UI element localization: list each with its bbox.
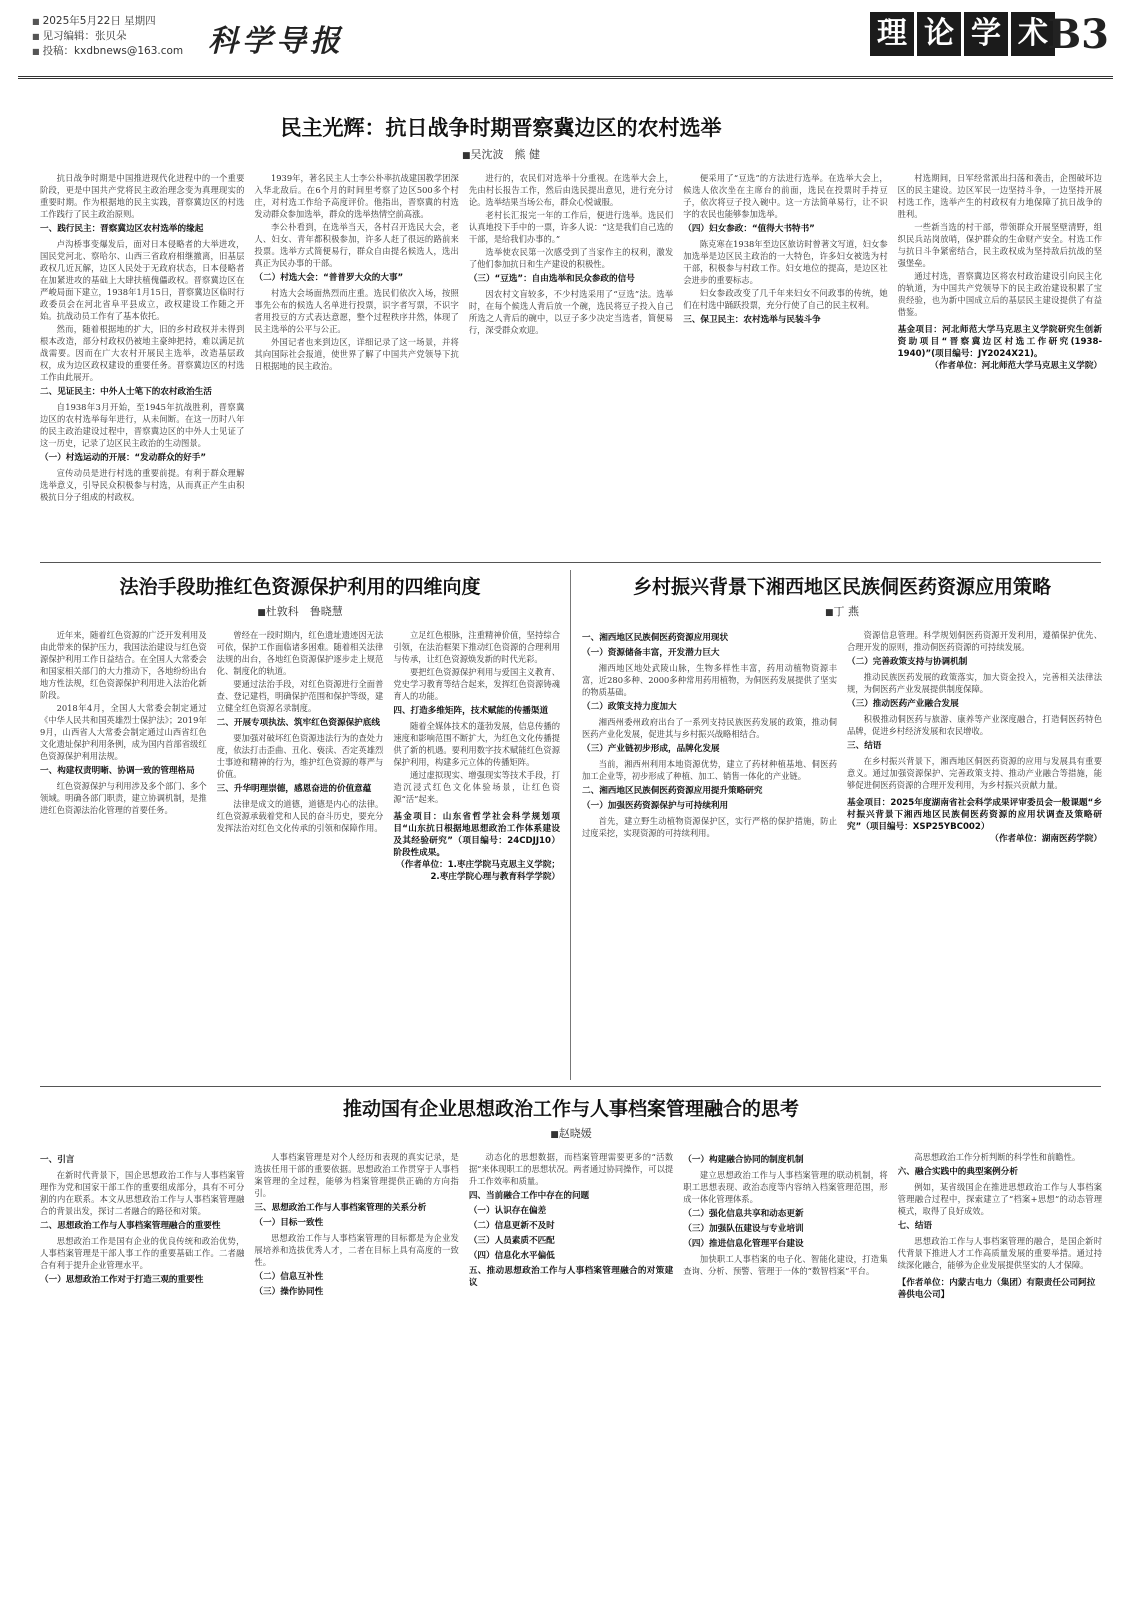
article-column	[582, 629, 837, 1081]
paragraph: 要把红色资源保护利用与爱国主义教育、党史学习教育等结合起来，发挥红色资源铸魂育人的功能。	[393, 667, 561, 701]
article-column	[898, 1151, 1102, 1591]
paragraph: 要加强对破坏红色资源违法行为的查处力度，依法打击歪曲、丑化、亵渎、否定英雄烈士事迹和精神的行为，维护红色资源的尊严与价值。	[216, 733, 384, 779]
fund-note: 基金项目：山东省哲学社会科学规划项目“山东抗日根据地思想政治工作体系建设及其经验研究”（项目编号：24CDJJ10）阶段性成果。	[393, 812, 561, 858]
article-red-resources	[40, 566, 560, 1082]
paragraph: 动态化的思想数据，而档案管理需要更多的“活数据”来体现职工的思想状况。两者通过协同操作，可以提升工作效率和质量。	[468, 1152, 674, 1186]
section-heading: 三、升华明理崇德，感恩奋进的价值意蕴	[216, 784, 372, 794]
section-heading: （二）信息更新不及时	[468, 1221, 555, 1231]
masthead-rule	[18, 76, 1113, 79]
section-heading: 一、践行民主：晋察冀边区农村选举的缘起	[40, 224, 204, 234]
section-heading: （一）加强医药资源保护与可持续利用	[582, 801, 729, 811]
section-heading: 一、湘西地区民族侗医药资源应用现状	[582, 633, 729, 643]
paragraph: 积极推动侗医药与旅游、康养等产业深度融合，打造侗医药特色品牌，促进乡村经济发展和农民增收。	[847, 714, 1102, 736]
article-column	[217, 629, 384, 1081]
section-heading: 二、湘西地区民族侗医药资源应用提升策略研究	[582, 786, 763, 796]
section-heading: （二）完善政策支持与协调机制	[847, 657, 968, 667]
article-column-body	[898, 1151, 1102, 1271]
paragraph: 通过虚拟现实、增强现实等技术手段，打造沉浸式红色文化体验场景，让红色资源“活”起来。	[393, 770, 561, 804]
article-column	[254, 1151, 458, 1591]
article-soe-archives	[40, 1090, 1102, 1590]
issue-meta	[32, 14, 183, 59]
article-column-body	[898, 172, 1102, 318]
section-heading: （四）信息化水平偏低	[468, 1251, 555, 1261]
paragraph: 思想政治工作与人事档案管理的目标都是为企业发展培养和选拔优秀人才，二者在目标上具有高度的一致性。	[254, 1233, 459, 1267]
page-number: B3	[1047, 11, 1109, 58]
section-heading: （一）构建融合协同的制度机制	[683, 1155, 804, 1165]
section-heading: （二）村选大会：“普普罗大众的大事”	[254, 273, 404, 283]
section-heading: （四）妇女参政：“值得大书特书”	[683, 224, 815, 234]
paragraph: 曾经在一段时期内，红色遗址遗迹因无法可依，保护工作面临诸多困难。随着相关法律法规的出台，各地红色资源保护逐步走上规范化、制度化的轨道。	[216, 630, 384, 676]
section-char-2: 论	[917, 12, 961, 56]
article-village-election	[40, 88, 1102, 558]
section-divider	[40, 1086, 1101, 1087]
section-heading: （二）政策支持力度加大	[582, 702, 677, 712]
paragraph: 思想政治工作是国有企业的优良传统和政治优势，人事档案管理是干部人事工作的重要基础工作。二者融合有利于提升企业管理水平。	[40, 1236, 245, 1270]
paragraph: 卢沟桥事变爆发后，面对日本侵略者的大举进攻，国民党河北、察哈尔、山西三省政府相继撤离，旧基层政权几近瓦解，边区人民处于无政府状态，日本侵略者在加紧进攻的基础上大肆扶植傀儡政权。晋察冀边区在严峻局面下建立，1938年1月15日，晋察冀边区临时行政委员会在河北省阜平县成立，政权建设工作随之开始。抗战动员工作有了基本依托。	[40, 239, 245, 321]
section-heading: 三、结语	[847, 741, 882, 751]
author-affiliation: （作者单位：湖南医药学院）	[990, 834, 1102, 844]
section-heading: 二、开展专项执法、筑牢红色资源保护底线	[216, 718, 380, 728]
article-column	[469, 1151, 673, 1591]
paragraph: 妇女参政改变了几千年来妇女不问政事的传统，她们在村选中踊跃投票，充分行使了自己的民主权利。	[683, 288, 888, 310]
paragraph: 陈克寒在1938年至边区旅访时曾著文写道，妇女参加选举是边区民主政治的一大特色，许多妇女被选为村干部，积极参与村政工作。妇女地位的提高，是边区社会进步的重要标志。	[683, 239, 888, 285]
article-column	[40, 172, 244, 577]
section-char-4: 术	[1011, 12, 1055, 56]
article-column	[847, 629, 1102, 1081]
section-divider	[40, 562, 1101, 563]
column-divider	[570, 570, 571, 1080]
section-heading: 五、推动思想政治工作与人事档案管理融合的对策建议	[468, 1266, 674, 1288]
section-heading: （一）目标一致性	[254, 1218, 324, 1228]
article-column	[683, 172, 887, 577]
paragraph: 便采用了“豆选”的方法进行选举。在选举大会上，候选人依次坐在主席台的前面，选民在投票时手持豆子，依次将豆子投入碗中。这一方法简单易行，让不识字的农民也能够参加选举。	[683, 173, 888, 219]
section-heading: （三）产业链初步形成，品牌化发展	[582, 744, 720, 754]
paragraph: 2018年4月，全国人大常委会制定通过《中华人民共和国英雄烈士保护法》；2019年9月，山西省人大常委会制定通过山西省红色文化遗址保护利用条例，成为国内首部省级红色资源保护利用法规。	[40, 703, 207, 761]
article-column	[40, 629, 207, 1081]
section-char-3: 学	[964, 12, 1008, 56]
section-heading: 六、融合实践中的典型案例分析	[897, 1167, 1018, 1177]
paragraph: 老村长汇报完一年的工作后，便进行选举。选民们认真地投下手中的一票，许多人说：“这是我们自己选的干部，是给我们办事的。”	[468, 210, 674, 244]
paragraph: 高思想政治工作分析判断的科学性和前瞻性。	[914, 1152, 1081, 1162]
paragraph: 首先，建立野生动植物资源保护区，实行严格的保护措施，防止过度采挖，实现资源的可持续利用。	[582, 816, 837, 838]
paragraph: 宣传动员是进行村选的重要前提。有利于群众理解选举意义，引导民众积极参与村选，从而真正产生由积极抗日分子组成的村政权。	[40, 468, 245, 502]
paragraph: 村选大会场面热烈而庄重。选民们依次入场，按照事先公布的候选人名单进行投票，识字者写票，不识字者用投豆的方式表达意愿，整个过程秩序井然，体现了民主选举的公平与公正。	[254, 288, 459, 334]
section-heading: （一）认识存在偏差	[468, 1206, 547, 1216]
paragraph: 一些新当选的村干部，带领群众开展坚壁清野，组织民兵站岗放哨，保护群众的生命财产安全。村选工作与抗日斗争紧密结合，民主政权成为坚持敌后抗战的坚强堡垒。	[897, 222, 1103, 268]
paragraph: 在新时代背景下，国企思想政治工作与人事档案管理作为党和国家干部工作的重要组成部分，具有不可分割的内在联系。本文从思想政治工作与人事档案管理融合的背景出发，探讨二者融合的路径和对策。	[40, 1170, 245, 1216]
section-heading: 一、引言	[40, 1155, 75, 1165]
paragraph: 村选期间，日军经常派出扫荡和袭击，企图破坏边区的民主建设。边区军民一边坚持斗争，一边坚持开展村选工作，选举产生的村政权有力地保障了抗日战争的胜利。	[897, 173, 1103, 219]
section-heading: （一）资源储备丰富，开发潜力巨大	[582, 648, 720, 658]
paragraph: 近年来，随着红色资源的广泛开发利用及由此带来的保护压力，我国法治建设与红色资源保护利用工作日益结合。在全国人大常委会和国家相关部门的大力推动下，各地纷纷出台地方性法规，红色资源保护利用进入法治化新阶段。	[40, 630, 207, 700]
fund-note: 基金项目：2025年度湖南省社会科学成果评审委员会一般课题“乡村振兴背景下湘西地区民族侗医药资源的应用状调查及策略研究”（项目编号：XSP25YBC002）	[847, 798, 1102, 832]
paragraph: 李公朴看到，在选举当天，各村召开选民大会，老人、妇女、青年都积极参加，许多人赶了很远的路前来投票。选举方式简便易行，群众自由提名候选人，选出真正为民办事的干部。	[254, 222, 459, 268]
paragraph: 加快职工人事档案的电子化、智能化建设，打造集查询、分析、预警、管理于一体的“数智档案”平台。	[683, 1254, 888, 1276]
article-title: 法治手段助推红色资源保护利用的四维向度	[119, 576, 481, 598]
paragraph: 自1938年3月开始，至1945年抗战胜利，晋察冀边区的农村选举每年进行，从未间断。在这一历时八年的民主政治建设过程中，晋察冀边区的中外人士见证了这一历史，记录了边区民主政治的生动图景。	[40, 402, 245, 448]
paragraph: 红色资源保护与利用涉及多个部门、多个领域。明确各部门职责，建立协调机制，是推进红色资源法治化管理的首要任务。	[40, 781, 207, 815]
fund-note: 基金项目：河北师范大学马克思主义学院研究生创新资助项目“晋察冀边区村选工作研究(1938-1940)”(项目编号：JY2024X21)。	[897, 325, 1103, 359]
author-affiliation: 【作者单位：内蒙古电力（集团）有限责任公司阿拉善供电公司】	[897, 1278, 1096, 1300]
paragraph: 推动民族医药发展的政策落实，加大资金投入，完善相关法律法规，为侗医药产业发展提供制度保障。	[847, 672, 1102, 694]
article-byline: ■ 吴沈波 熊 健	[170, 146, 832, 162]
section-heading: 三、保卫民主：农村选举与民装斗争	[683, 315, 821, 325]
paragraph: 要通过法治手段，对红色资源进行全面普查、登记建档，明确保护范围和保护等级，建立健全红色资源名录制度。	[216, 679, 384, 713]
article-column	[254, 172, 458, 577]
section-heading: （三）“豆选”：自由选举和民众参政的信号	[468, 274, 635, 284]
article-dong-medicine	[582, 566, 1102, 1082]
article-column	[683, 1151, 887, 1591]
article-byline: ■ 杜敦科 鲁晓慧	[40, 603, 560, 619]
section-heading: （三）推动医药产业融合发展	[847, 699, 959, 709]
section-heading: 四、当前融合工作中存在的问题	[468, 1191, 590, 1201]
article-column	[898, 172, 1102, 577]
section-heading: （三）操作协同性	[254, 1287, 324, 1297]
paragraph: 湘西州委州政府出台了一系列支持民族医药发展的政策，推动侗医药产业化发展，促进其与乡村振兴战略相结合。	[582, 717, 837, 739]
author-affiliation: （作者单位：河北师范大学马克思主义学院）	[930, 361, 1103, 371]
article-byline: ■ 丁 燕	[582, 603, 1102, 619]
section-tag	[867, 12, 1055, 56]
section-heading: 一、构建权责明晰、协调一致的管理格局	[40, 766, 195, 776]
section-heading: （二）强化信息共享和动态更新	[683, 1209, 804, 1219]
issue-email: ■ 投稿：kxdbnews@163.com	[32, 44, 183, 59]
paragraph: 随着全媒体技术的蓬勃发展，信息传播的速度和影响范围不断扩大，为红色文化传播提供了新的机遇。要利用数字技术赋能红色资源保护利用，构建多元立体的传播矩阵。	[393, 721, 561, 767]
section-heading: 四、打造多维矩阵，技术赋能的传播渠道	[393, 706, 549, 716]
article-title: 民主光辉：抗日战争时期晋察冀边区的农村选举	[280, 116, 722, 140]
article-column-body	[847, 629, 1102, 791]
issue-editor: ■ 见习编辑：张贝朵	[32, 29, 183, 44]
section-char-1: 理	[870, 12, 914, 56]
section-heading: （一）思想政治工作对于打造三观的重要性	[40, 1275, 204, 1285]
article-column	[393, 629, 560, 1081]
section-heading: 二、思想政治工作与人事档案管理融合的重要性	[40, 1221, 221, 1231]
paragraph: 例如，某省级国企在推进思想政治工作与人事档案管理融合过程中，探索建立了“档案+思想”的动态管理模式，取得了良好成效。	[897, 1182, 1103, 1216]
paragraph: 湘西地区地处武陵山脉，生物多样性丰富，药用动植物资源丰富，近280多种、2000多种常用药用植物，为侗医药发展提供了坚实的物质基础。	[582, 663, 837, 697]
paragraph: 进行的，农民们对选举十分重视。在选举大会上，先由村长报告工作，然后由选民提出意见，进行充分讨论。选举结果当场公布，群众心悦诚服。	[468, 173, 674, 207]
article-title: 推动国有企业思想政治工作与人事档案管理融合的思考	[342, 1098, 799, 1120]
paragraph: 然而，随着根据地的扩大，旧的乡村政权并未得到根本改造，部分村政权仍被地主豪绅把持，难以满足抗战需要。因而在广大农村开展民主选举，改造基层政权，成为边区政权建设的重要任务。晋察冀边区的村选工作由此展开。	[40, 324, 245, 382]
paragraph: 立足红色根脉，注重精神价值，坚持综合引领，在法治框架下推动红色资源的合理利用与传承，让红色资源焕发新的时代光彩。	[393, 630, 561, 664]
paragraph: 选举使农民第一次感受到了当家作主的权利，激发了他们参加抗日和生产建设的积极性。	[468, 247, 674, 269]
paragraph: 抗日战争时期是中国推进现代化进程中的一个重要阶段，更是中国共产党将民主政治理念变为真理现实的重要时期。作为根据地的民主实践，晋察冀边区的村选工作践行了民主政治原则。	[40, 173, 245, 219]
issue-date: ■ 2025年5月22日 星期四	[32, 14, 183, 29]
paragraph: 思想政治工作与人事档案管理的融合，是国企新时代背景下推进人才工作高质量发展的重要举措。通过持续深化融合，能够为企业发展提供坚实的人才保障。	[897, 1236, 1103, 1270]
section-heading: 三、思想政治工作与人事档案管理的关系分析	[254, 1203, 427, 1213]
article-byline: ■ 赵晓媛	[240, 1125, 902, 1141]
article-column	[469, 172, 673, 577]
paper-name: 科学导报	[208, 24, 344, 59]
paragraph: 通过村选，晋察冀边区将农村政治建设引向民主化的轨道，为中国共产党领导下的民主政治建设积累了宝贵经验，也为新中国成立后的基层民主建设提供了有益借鉴。	[897, 271, 1103, 317]
paragraph: 建立思想政治工作与人事档案管理的联动机制，将职工思想表现、政治态度等内容纳入档案管理范围，形成一体化管理体系。	[683, 1170, 888, 1204]
paragraph: 因农村文盲较多，不少村选采用了“豆选”法。选举时，在每个候选人背后放一个碗，选民将豆子投入自己所选之人背后的碗中，以豆子多少决定当选者，简便易行，深受群众欢迎。	[468, 289, 674, 335]
article-column	[40, 1151, 244, 1591]
paragraph: 1939年，著名民主人士李公朴率抗战建国教学团深入华北敌后。在6个月的时间里考察了边区500多个村庄，对村选工作给予高度评价。他指出，晋察冀的村选发动群众参加选举，群众的选举热情空前高涨。	[254, 173, 459, 219]
section-heading: （四）推进信息化管理平台建设	[683, 1239, 804, 1249]
section-heading: 七、结语	[897, 1221, 933, 1231]
paragraph: 法律是成文的道德，道德是内心的法律。红色资源承载着党和人民的奋斗历史，要充分发挥法治对红色文化传承的引领和保障作用。	[216, 799, 384, 833]
section-heading: （三）人员素质不匹配	[468, 1236, 555, 1246]
section-heading: （二）信息互补性	[254, 1272, 324, 1282]
article-column-body	[393, 629, 560, 805]
article-title: 乡村振兴背景下湘西地区民族侗医药资源应用策略	[632, 576, 1051, 598]
author-affiliation: （作者单位：1.枣庄学院马克思主义学院；2.枣庄学院心理与教育科学学院）	[396, 860, 561, 882]
paragraph: 在乡村振兴背景下，湘西地区侗医药资源的应用与发展具有重要意义。通过加强资源保护、完善政策支持、推动产业融合等措施，能够促进侗医药资源的合理开发利用，为乡村振兴贡献力量。	[847, 756, 1102, 790]
paragraph: 外国记者也来到边区，详细记录了这一场景，并将其向国际社会报道，使世界了解了中国共产党领导下抗日根据地的民主政治。	[254, 337, 459, 371]
masthead	[18, 6, 1113, 76]
section-heading: （三）加强队伍建设与专业培训	[683, 1224, 804, 1234]
section-heading: （一）村选运动的开展：“发动群众的好手”	[40, 453, 206, 463]
paragraph: 资源信息管理。科学规划侗医药资源开发利用，遵循保护优先、合理开发的原则，推动侗医药资源的可持续发展。	[847, 630, 1102, 652]
paragraph: 当前，湘西州利用本地资源优势，建立了药材种植基地、侗医药加工企业等，初步形成了种植、加工、销售一体化的产业链。	[582, 759, 837, 781]
paragraph: 人事档案管理是对个人经历和表现的真实记录，是选拔任用干部的重要依据。思想政治工作贯穿于人事档案管理的全过程，能够为档案管理提供正确的方向指引。	[254, 1152, 459, 1198]
section-heading: 二、见证民主：中外人士笔下的农村政治生活	[40, 387, 212, 397]
